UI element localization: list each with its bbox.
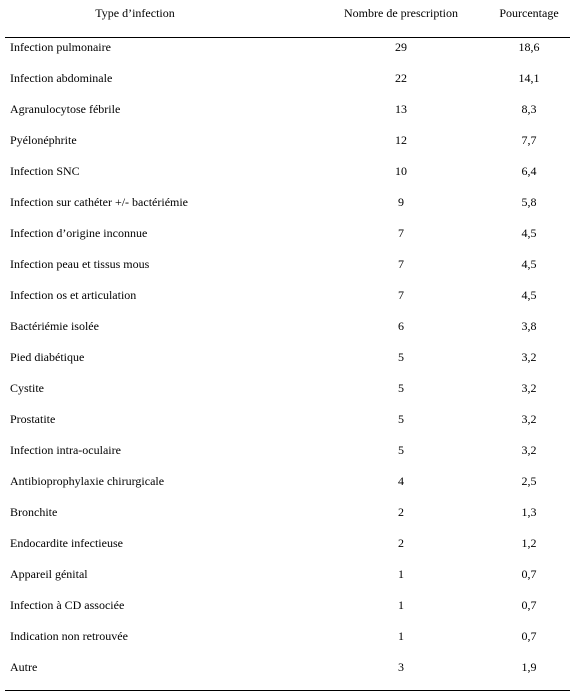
cell-percentage: 7,7	[521, 133, 537, 147]
cell-percentage: 2,5	[521, 474, 537, 488]
cell-percentage: 3,2	[521, 443, 537, 457]
table-body	[0, 40, 570, 691]
cell-prescription-count: 7	[398, 288, 404, 302]
cell-infection-type: Endocardite infectieuse	[10, 536, 123, 550]
cell-percentage: 3,2	[521, 350, 537, 364]
cell-percentage: 0,7	[521, 598, 537, 612]
cell-percentage: 3,2	[521, 412, 537, 426]
cell-prescription-count: 7	[398, 257, 404, 271]
cell-percentage: 4,5	[521, 288, 537, 302]
table-row	[0, 567, 570, 598]
cell-infection-type: Infection à CD associée	[10, 598, 125, 612]
table-row	[0, 536, 570, 567]
table-row	[0, 319, 570, 350]
cell-infection-type: Pied diabétique	[10, 350, 85, 364]
cell-prescription-count: 5	[398, 350, 404, 364]
table-row	[0, 226, 570, 257]
cell-percentage: 18,6	[518, 40, 540, 54]
table-row	[0, 350, 570, 381]
cell-percentage: 5,8	[521, 195, 537, 209]
cell-prescription-count: 12	[395, 133, 407, 147]
cell-infection-type: Autre	[10, 660, 38, 674]
cell-prescription-count: 22	[395, 71, 407, 85]
cell-percentage: 4,5	[521, 226, 537, 240]
table-row	[0, 71, 570, 102]
cell-percentage: 3,8	[521, 319, 537, 333]
cell-prescription-count: 1	[398, 598, 404, 612]
cell-percentage: 14,1	[518, 71, 540, 85]
cell-infection-type: Appareil génital	[10, 567, 88, 581]
cell-infection-type: Infection peau et tissus mous	[10, 257, 150, 271]
table-row	[0, 381, 570, 412]
cell-infection-type: Pyélonéphrite	[10, 133, 77, 147]
cell-infection-type: Infection SNC	[10, 164, 80, 178]
table-row	[0, 474, 570, 505]
cell-prescription-count: 9	[398, 195, 404, 209]
cell-infection-type: Prostatite	[10, 412, 56, 426]
table-row	[0, 133, 570, 164]
column-header-type: Type d’infection	[95, 6, 175, 20]
cell-infection-type: Antibioprophylaxie chirurgicale	[10, 474, 165, 488]
table-row	[0, 629, 570, 660]
cell-prescription-count: 29	[395, 40, 407, 54]
table-row	[0, 164, 570, 195]
cell-infection-type: Infection sur cathéter +/- bactériémie	[10, 195, 189, 209]
cell-infection-type: Infection os et articulation	[10, 288, 137, 302]
header-rule	[5, 37, 570, 38]
cell-prescription-count: 5	[398, 381, 404, 395]
column-header-count: Nombre de prescription	[344, 6, 458, 20]
cell-prescription-count: 6	[398, 319, 404, 333]
cell-infection-type: Agranulocytose fébrile	[10, 102, 121, 116]
cell-infection-type: Bactériémie isolée	[10, 319, 99, 333]
cell-prescription-count: 1	[398, 567, 404, 581]
table-row	[0, 598, 570, 629]
table-row	[0, 195, 570, 226]
cell-prescription-count: 2	[398, 505, 404, 519]
cell-infection-type: Bronchite	[10, 505, 58, 519]
cell-prescription-count: 2	[398, 536, 404, 550]
cell-infection-type: Infection pulmonaire	[10, 40, 111, 54]
cell-percentage: 8,3	[521, 102, 537, 116]
table-row	[0, 412, 570, 443]
cell-infection-type: Cystite	[10, 381, 45, 395]
cell-prescription-count: 5	[398, 443, 404, 457]
cell-prescription-count: 1	[398, 629, 404, 643]
cell-prescription-count: 13	[395, 102, 407, 116]
cell-percentage: 0,7	[521, 567, 537, 581]
column-header-percent: Pourcentage	[499, 6, 559, 20]
cell-prescription-count: 5	[398, 412, 404, 426]
cell-percentage: 0,7	[521, 629, 537, 643]
cell-percentage: 3,2	[521, 381, 537, 395]
cell-infection-type: Infection intra-oculaire	[10, 443, 121, 457]
table-header	[0, 6, 570, 20]
cell-prescription-count: 10	[395, 164, 407, 178]
cell-prescription-count: 4	[398, 474, 404, 488]
cell-infection-type: Infection d’origine inconnue	[10, 226, 148, 240]
table-row	[0, 288, 570, 319]
cell-infection-type: Indication non retrouvée	[10, 629, 128, 643]
cell-prescription-count: 7	[398, 226, 404, 240]
cell-prescription-count: 3	[398, 660, 404, 674]
cell-percentage: 4,5	[521, 257, 537, 271]
cell-percentage: 1,9	[521, 660, 537, 674]
cell-percentage: 1,3	[521, 505, 537, 519]
cell-infection-type: Infection abdominale	[10, 71, 113, 85]
table-row	[0, 505, 570, 536]
table-row	[0, 40, 570, 71]
table-row	[0, 102, 570, 133]
bottom-rule	[5, 690, 570, 691]
cell-percentage: 1,2	[521, 536, 537, 550]
table-row	[0, 257, 570, 288]
table-row	[0, 660, 570, 691]
cell-percentage: 6,4	[521, 164, 537, 178]
table-row	[0, 443, 570, 474]
